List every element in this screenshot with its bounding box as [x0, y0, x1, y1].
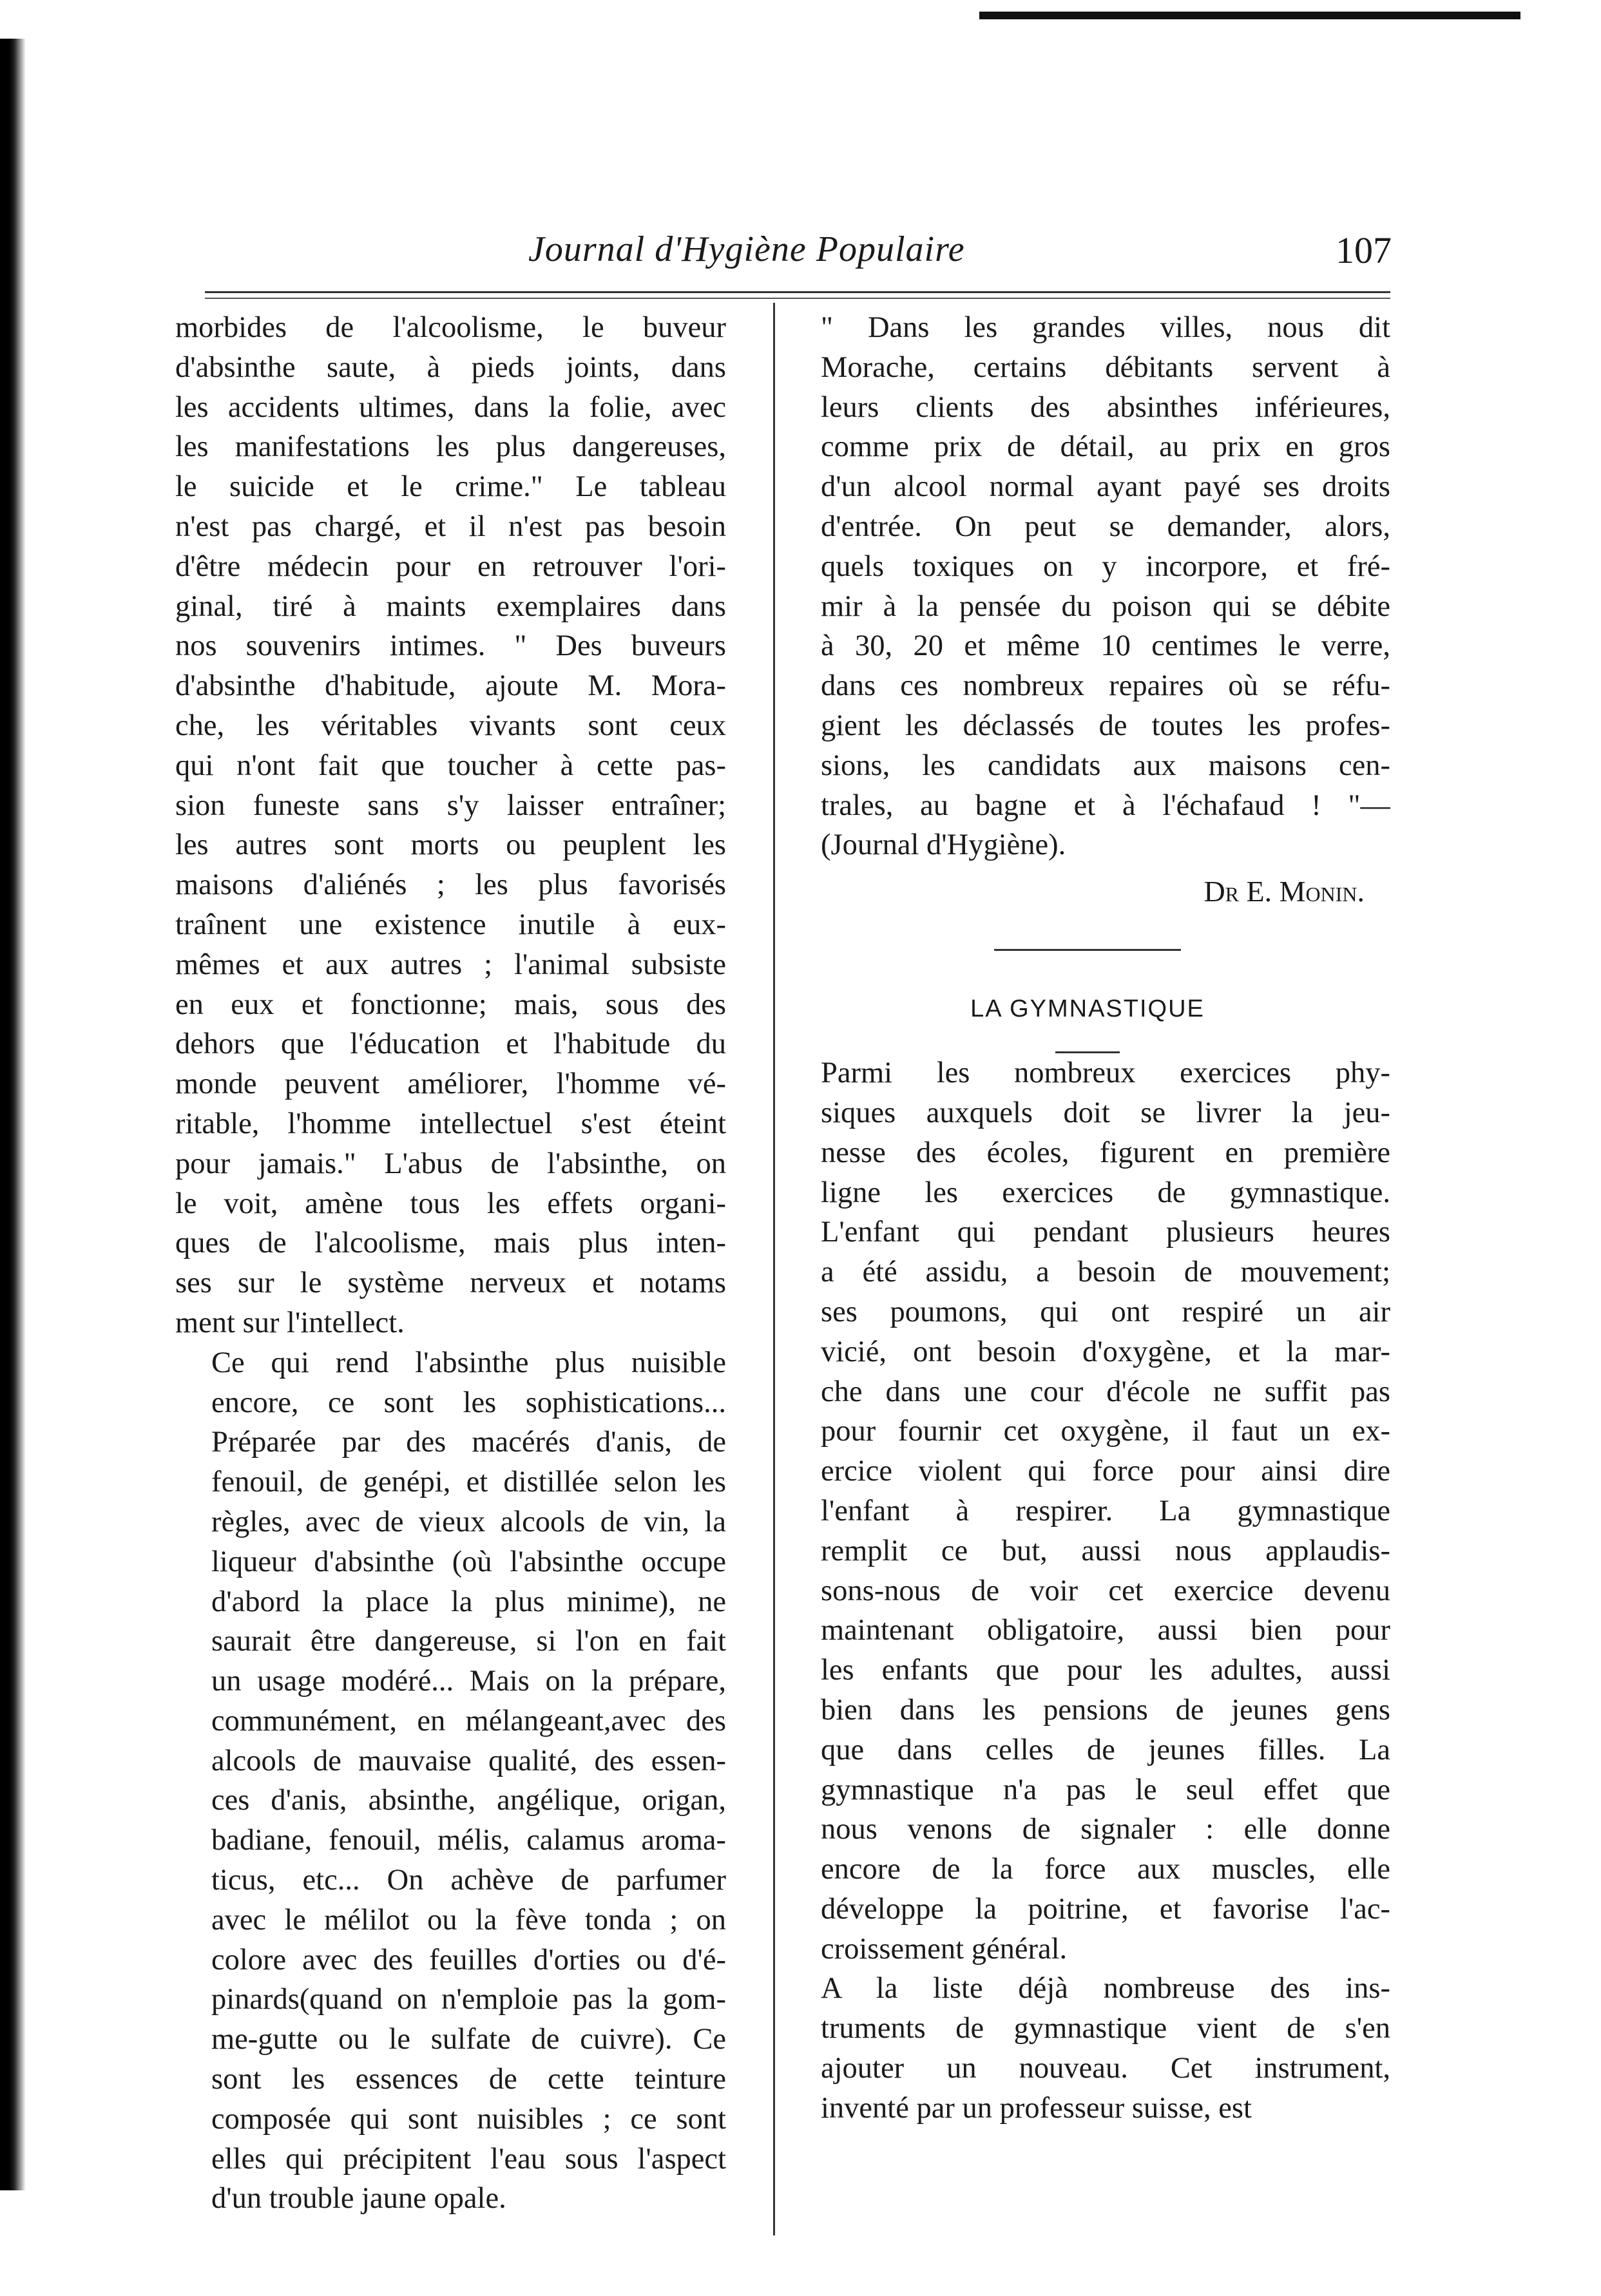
text-line: l'enfant à respirer. La gymnastique: [821, 1494, 1390, 1527]
text-line: d'un trouble jaune opale.: [211, 2182, 506, 2215]
scan-top-rule: [979, 12, 1520, 19]
left-column: [175, 308, 726, 2219]
text-line: ajouter un nouveau. Cet instrument,: [821, 2052, 1390, 2085]
text-line: encore, ce sont les sophistications...: [211, 1386, 726, 1419]
text-line: sion funeste sans s'y laisser entraîner;: [175, 789, 726, 822]
text-line: traînent une existence inutile à eux-: [175, 908, 726, 941]
page-number: 107: [1336, 229, 1392, 271]
text-line: bien dans les pensions de jeunes gens: [821, 1693, 1390, 1727]
paragraph: [175, 308, 726, 1343]
text-line: truments de gymnastique vient de s'en: [821, 2012, 1390, 2045]
scan-margin-shadow: [0, 39, 26, 2190]
text-line: A la liste déjà nombreuse des ins-: [821, 1972, 1390, 2005]
text-line: morbides de l'alcoolisme, le buveur: [175, 311, 726, 344]
text-line: d'être médecin pour en retrouver l'ori-: [175, 550, 726, 583]
text-line: encore de la force aux muscles, elle: [821, 1853, 1390, 1886]
text-line: (Journal d'Hygiène).: [821, 828, 1066, 862]
text-line: maintenant obligatoire, aussi bien pour: [821, 1614, 1390, 1647]
text-line: fenouil, de genépi, et distillée selon les: [211, 1466, 726, 1499]
text-line: gymnastique n'a pas le seul effet que: [821, 1773, 1390, 1806]
text-line: me-gutte ou le sulfate de cuivre). Ce: [211, 2023, 726, 2056]
text-line: d'entrée. On peut se demander, alors,: [821, 510, 1390, 543]
text-line: communément, en mélangeant,avec des: [211, 1704, 726, 1737]
text-line: a été assidu, a besoin de mouvement;: [821, 1256, 1390, 1289]
text-line: colore avec des feuilles d'orties ou d'é-: [211, 1943, 726, 1976]
text-line: Morache, certains débitants servent à: [821, 350, 1390, 384]
text-line: pinards(quand on n'emploie pas la gom-: [211, 1983, 726, 2016]
journal-title: Journal d'Hygiène Populaire: [528, 229, 965, 269]
text-line: les manifestations les plus dangereuses,: [175, 430, 726, 464]
text-line: L'enfant qui pendant plusieurs heures: [821, 1216, 1390, 1249]
text-line: que dans celles de jeunes filles. La: [821, 1733, 1390, 1766]
text-line: mêmes et aux autres ; l'animal subsiste: [175, 948, 726, 981]
section-rule: [994, 949, 1181, 951]
text-line: quels toxiques on y incorpore, et fré-: [821, 550, 1390, 583]
text-line: ticus, etc... On achève de parfumer: [211, 1864, 726, 1897]
text-line: n'est pas chargé, et il n'est pas besoin: [175, 510, 726, 543]
header-rule: [205, 291, 1390, 293]
text-line: composée qui sont nuisibles ; ce sont: [211, 2102, 726, 2136]
text-line: liqueur d'absinthe (où l'absinthe occupe: [211, 1545, 726, 1578]
author-signature: [785, 869, 1365, 914]
section-title: LA GYMNASTIQUE: [970, 995, 1205, 1023]
text-line: Ce qui rend l'absinthe plus nuisible: [211, 1346, 726, 1379]
text-line: les accidents ultimes, dans la folie, avec: [175, 390, 726, 424]
text-line: développe la poitrine, et favorise l'ac-: [821, 1892, 1390, 1926]
text-line: vicié, ont besoin d'oxygène, et la mar-: [821, 1335, 1390, 1368]
text-line: mir à la pensée du poison qui se débite: [821, 589, 1390, 623]
text-line: à 30, 20 et même 10 centimes le verre,: [821, 629, 1390, 663]
paragraph: [785, 1053, 1390, 1969]
text-line: sont les essences de cette teinture: [211, 2063, 726, 2096]
text-line: le voit, amène tous les effets organi-: [175, 1187, 726, 1220]
paragraph: [785, 1969, 1390, 2128]
text-line: che dans une cour d'école ne suffit pas: [821, 1375, 1390, 1408]
text-line: nous venons de signaler : elle donne: [821, 1813, 1390, 1846]
text-line: trales, au bagne et à l'échafaud ! "—: [821, 789, 1390, 822]
running-header: [528, 229, 1392, 287]
text-line: Préparée par des macérés d'anis, de: [211, 1426, 726, 1459]
text-line: dehors que l'éducation et l'habitude du: [175, 1028, 726, 1061]
quoted-paragraph: [785, 308, 1390, 865]
text-line: leurs clients des absinthes inférieures,: [821, 390, 1390, 424]
text-line: sons-nous de voir cet exercice devenu: [821, 1574, 1390, 1607]
text-line: ses sur le système nerveux et notams: [175, 1267, 726, 1300]
paragraph: [175, 1343, 726, 2219]
text-line: les enfants que pour les adultes, aussi: [821, 1654, 1390, 1687]
text-line: comme prix de détail, au prix en gros: [821, 430, 1390, 464]
text-line: ritable, l'homme intellectuel s'est éteint: [175, 1107, 726, 1140]
text-line: sions, les candidats aux maisons cen-: [821, 749, 1390, 782]
text-line: d'absinthe d'habitude, ajoute M. Mora-: [175, 669, 726, 703]
text-line: dans ces nombreux repaires où se réfu-: [821, 669, 1390, 703]
text-line: ginal, tiré à maints exemplaires dans: [175, 589, 726, 623]
text-line: d'absinthe saute, à pieds joints, dans: [175, 350, 726, 384]
text-line: les autres sont morts ou peuplent les: [175, 828, 726, 862]
text-line: elles qui précipitent l'eau sous l'aspect: [211, 2142, 726, 2176]
column-divider: [773, 303, 775, 2235]
text-line: ques de l'alcoolisme, mais plus inten-: [175, 1227, 726, 1260]
text-line: un usage modéré... Mais on la prépare,: [211, 1665, 726, 1698]
text-line: ligne les exercices de gymnastique.: [821, 1176, 1390, 1209]
text-line: Parmi les nombreux exercices phy-: [821, 1057, 1390, 1090]
text-line: alcools de mauvaise qualité, des essen-: [211, 1744, 726, 1777]
text-line: ses poumons, qui ont respiré un air: [821, 1295, 1390, 1328]
text-line: monde peuvent améliorer, l'homme vé-: [175, 1067, 726, 1101]
text-line: ces d'anis, absinthe, angélique, origan,: [211, 1784, 726, 1817]
text-line: pour fournir cet oxygène, il faut un ex-: [821, 1415, 1390, 1448]
text-line: le suicide et le crime." Le tableau: [175, 470, 726, 504]
text-line: règles, avec de vieux alcools de vin, la: [211, 1505, 726, 1538]
text-line: d'abord la place la plus minime), ne: [211, 1585, 726, 1618]
text-line: d'un alcool normal ayant payé ses droits: [821, 470, 1390, 504]
text-line: en eux et fonctionne; mais, sous des: [175, 988, 726, 1021]
text-line: " Dans les grandes villes, nous dit: [821, 311, 1390, 344]
text-line: remplit ce but, aussi nous applaudis-: [821, 1534, 1390, 1567]
text-line: nos souvenirs intimes. " Des buveurs: [175, 629, 726, 663]
text-line: ercice violent qui force pour ainsi dire: [821, 1455, 1390, 1488]
text-line: saurait être dangereuse, si l'on en fait: [211, 1625, 726, 1658]
text-line: maisons d'aliénés ; les plus favorisés: [175, 868, 726, 902]
header-rule-secondary: [205, 298, 1390, 299]
text-line: siques auxquels doit se livrer la jeu-: [821, 1096, 1390, 1129]
signature-text: Dr E. Monin.: [1203, 875, 1365, 908]
text-line: avec le mélilot ou la fève tonda ; on: [211, 1903, 726, 1937]
text-line: qui n'ont fait que toucher à cette pas-: [175, 749, 726, 782]
text-line: inventé par un professeur suisse, est: [821, 2091, 1252, 2125]
text-line: nesse des écoles, figurent en première: [821, 1136, 1390, 1169]
text-line: che, les véritables vivants sont ceux: [175, 709, 726, 742]
text-line: pour jamais." L'abus de l'absinthe, on: [175, 1147, 726, 1180]
text-line: badiane, fenouil, mélis, calamus aroma-: [211, 1824, 726, 1857]
right-column: [785, 308, 1390, 2129]
text-line: gient les déclassés de toutes les profes-: [821, 709, 1390, 742]
text-line: ment sur l'intellect.: [175, 1306, 405, 1339]
text-line: croissement général.: [821, 1932, 1068, 1966]
